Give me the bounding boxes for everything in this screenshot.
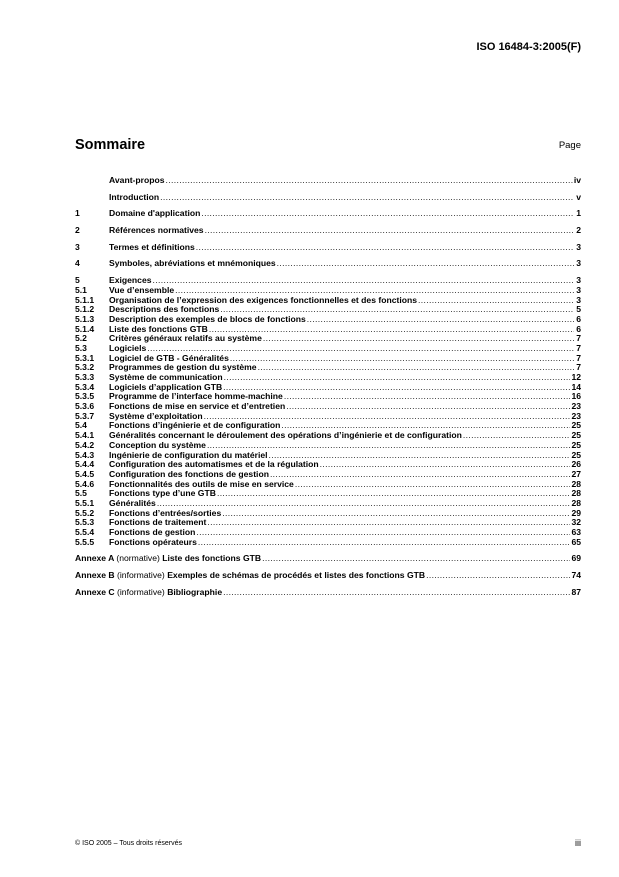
toc-entry-page: 3: [576, 241, 581, 252]
annex-title: Bibliographie: [167, 586, 223, 597]
toc-entry-number: 5.5.3: [75, 517, 95, 528]
page-title: Sommaire: [75, 137, 146, 153]
toc-leader-dots: [207, 518, 570, 528]
toc-entry-page: 6: [576, 313, 581, 324]
toc-entry-page: 12: [571, 372, 581, 382]
toc-entry-number: 5.1.1: [75, 294, 95, 305]
toc-entry-number: 5: [75, 275, 80, 286]
toc-entry-number: 4: [75, 258, 80, 269]
toc-entry-page: 28: [571, 497, 581, 508]
toc-entry-label: Organisation de l’expression des exigences fonctionnelles et des fonctions: [109, 294, 418, 305]
toc-annex-entry[interactable]: [75, 571, 581, 581]
annex-kind: (informative): [117, 570, 165, 581]
toc-entry-label: Domaine d'application: [109, 208, 201, 219]
toc-entry-label: Introduction: [109, 191, 160, 202]
toc-entry-page: iv: [573, 175, 581, 185]
toc-entry-label: Ingénierie de configuration du matériel: [109, 449, 268, 460]
toc-entry-page: 29: [571, 507, 581, 518]
toc-entry-number: 5.5.4: [75, 527, 95, 537]
toc-entry-page: 25: [571, 420, 581, 431]
toc-entry-label: Description des exemples de blocs de fonctions: [109, 313, 306, 324]
toc-entry-label: Conception du système: [109, 439, 206, 450]
toc-entry[interactable]: [75, 259, 581, 269]
toc-entry-number: 5.4.5: [75, 468, 95, 479]
toc-entry-label: Logiciels: [109, 342, 147, 353]
toc-entry-number: 5.1.4: [75, 323, 95, 334]
toc-entry-page: 87: [571, 586, 581, 597]
toc-leader-dots: [223, 588, 570, 598]
toc-entry-page: 23: [571, 401, 581, 412]
toc-leader-dots: [222, 509, 570, 519]
toc-entry-number: 5.3.3: [75, 372, 95, 382]
toc-leader-dots: [160, 193, 574, 203]
toc-entry-label: Fonctionnalités des outils de mise en service: [109, 478, 294, 489]
toc-leader-dots: [198, 538, 571, 548]
toc-entry-label: Exigences: [109, 275, 152, 286]
toc-entry-page: 2: [576, 225, 581, 236]
toc-leader-dots: [224, 373, 571, 383]
toc-entry-page: 25: [571, 449, 581, 460]
toc-entry-label: Fonctions type d’une GTB: [109, 488, 216, 499]
toc-entry-page: 3: [576, 275, 581, 286]
toc-entry[interactable]: [75, 209, 581, 219]
toc-entry-number: 5.5.1: [75, 497, 95, 508]
toc-leader-dots: [166, 176, 573, 186]
toc-leader-dots: [307, 315, 574, 325]
toc-entry-number: 5.4.6: [75, 478, 95, 489]
table-of-contents: [75, 176, 581, 597]
toc-entry-number: 5.4.1: [75, 430, 95, 441]
toc-entry-page: 3: [576, 294, 581, 305]
toc-entry-label: Fonctions d’ingénierie et de configuration: [109, 420, 281, 431]
toc-entry-label: Configuration des automatismes et de la régulation: [109, 459, 319, 470]
toc-entry-page: 7: [576, 342, 581, 353]
toc-entry[interactable]: [75, 334, 581, 344]
copyright-notice: © ISO 2005 – Tous droits réservés: [75, 840, 182, 847]
toc-entry-page: 27: [571, 468, 581, 479]
toc-entry-label: Descriptions des fonctions: [109, 304, 220, 315]
toc-entry-number: 5.3.1: [75, 352, 95, 363]
toc-leader-dots: [286, 402, 570, 412]
toc-entry-number: 5.3.6: [75, 401, 95, 412]
toc-entry-label: Références normatives: [109, 225, 204, 236]
toc-leader-dots: [463, 431, 571, 441]
toc-entry-label: Programmes de gestion du système: [109, 362, 257, 373]
annex-prefix: Annexe C: [75, 586, 115, 597]
toc-entry-number: 2: [75, 225, 80, 236]
toc-leader-dots: [217, 489, 570, 499]
page-number: iii: [575, 838, 581, 848]
toc-entry-number: 5.5.5: [75, 536, 95, 547]
toc-entry-page: 3: [576, 284, 581, 295]
toc-entry-label: Symboles, abréviations et mnémoniques: [109, 258, 276, 269]
toc-leader-dots: [196, 243, 574, 253]
toc-entry-page: 65: [571, 536, 581, 547]
toc-entry-number: 5.1: [75, 284, 87, 295]
toc-entry-number: 5.2: [75, 333, 87, 344]
toc-entry-label: Configuration des fonctions de gestion: [109, 468, 269, 479]
toc-entry-page: 28: [571, 488, 581, 499]
toc-leader-dots: [196, 528, 570, 538]
toc-entry-page: 7: [576, 333, 581, 344]
annex-prefix: Annexe A: [75, 553, 114, 564]
toc-entry-page: 1: [576, 208, 581, 219]
toc-entry-label: Logiciel de GTB - Généralités: [109, 352, 229, 363]
toc-entry-number: 5.4: [75, 420, 87, 431]
toc-entry-label: Programme de l’interface homme-machine: [109, 391, 283, 402]
toc-leader-dots: [284, 392, 571, 402]
toc-leader-dots: [205, 226, 574, 236]
toc-leader-dots: [295, 480, 571, 490]
toc-entry[interactable]: [75, 176, 581, 186]
toc-entry-page: 74: [571, 570, 581, 581]
toc-entry-number: 5.3.4: [75, 381, 95, 392]
toc-entry-page: v: [576, 191, 581, 202]
toc-annex-label: [75, 588, 222, 598]
toc-leader-dots: [262, 554, 570, 564]
annex-title: Liste des fonctions GTB: [162, 553, 262, 564]
toc-entry-page: 28: [571, 478, 581, 489]
toc-entry-number: 5.3.2: [75, 362, 95, 373]
toc-entry-page: 16: [571, 391, 581, 402]
toc-leader-dots: [153, 276, 574, 286]
toc-entry-number: 5.5.2: [75, 507, 95, 518]
toc-entry-number: 5.1.2: [75, 304, 95, 315]
annex-kind: (normative): [116, 553, 160, 564]
toc-annex-entry[interactable]: [75, 588, 581, 598]
toc-entry-label: Vue d’ensemble: [109, 284, 175, 295]
toc-entry-number: 5.3.7: [75, 410, 95, 421]
annex-prefix: Annexe B: [75, 570, 115, 581]
toc-entry-label: Liste des fonctions GTB: [109, 323, 208, 334]
toc-entry-label: Fonctions de mise en service et d’entretien: [109, 401, 286, 412]
toc-entry-number: 3: [75, 241, 80, 252]
toc-entry-page: 63: [571, 527, 581, 537]
toc-entry-label: Généralités concernant le déroulement des opérations d’ingénierie et de configuration: [109, 430, 462, 441]
toc-entry[interactable]: [75, 538, 581, 548]
toc-leader-dots: [209, 325, 574, 335]
annex-kind: (informative): [117, 586, 165, 597]
page-column-label: Page: [558, 140, 581, 151]
toc-leader-dots: [263, 334, 574, 344]
toc-entry-number: 5.4.2: [75, 439, 95, 450]
toc-entry-page: 69: [571, 553, 581, 564]
toc-entry-page: 7: [576, 352, 581, 363]
toc-entry-label: Avant-propos: [109, 175, 165, 185]
toc-entry-number: 5.3: [75, 342, 87, 353]
toc-entry-page: 14: [571, 381, 581, 392]
toc-leader-dots: [201, 209, 574, 219]
toc-entry-page: 26: [571, 459, 581, 470]
toc-entry-label: Fonctions opérateurs: [109, 536, 197, 547]
toc-annex-label: [75, 554, 261, 564]
toc-entry-number: 5.3.5: [75, 391, 95, 402]
toc-leader-dots: [230, 354, 574, 364]
toc-entry[interactable]: [75, 193, 581, 203]
toc-entry-page: 25: [571, 430, 581, 441]
toc-entry-label: Système de communication: [109, 372, 223, 382]
toc-annex-entry[interactable]: [75, 554, 581, 564]
toc-entry-label: Généralités: [109, 497, 156, 508]
toc-entry-page: 5: [576, 304, 581, 315]
annex-title: Exemples de schémas de procédés et listes des fonctions GTB: [167, 570, 426, 581]
toc-entry-number: 5.5: [75, 488, 87, 499]
toc-entry-label: Fonctions de gestion: [109, 527, 196, 537]
toc-leader-dots: [277, 259, 574, 269]
document-id: ISO 16484-3:2005(F): [476, 41, 581, 53]
toc-entry-label: Système d’exploitation: [109, 410, 203, 421]
toc-leader-dots: [258, 363, 574, 373]
toc-entry-page: 25: [571, 439, 581, 450]
toc-leader-dots: [270, 470, 571, 480]
toc-entry-page: 23: [571, 410, 581, 421]
toc-entry-number: 1: [75, 208, 80, 219]
toc-leader-dots: [418, 296, 574, 306]
toc-leader-dots: [426, 571, 570, 581]
toc-entry-number: 5.1.3: [75, 313, 95, 324]
toc-entry-label: Logiciels d’application GTB: [109, 381, 223, 392]
toc-entry-label: Fonctions d’entrées/sorties: [109, 507, 222, 518]
toc-entry-label: Critères généraux relatifs au système: [109, 333, 262, 344]
toc-entry[interactable]: [75, 243, 581, 253]
toc-entry-label: Fonctions de traitement: [109, 517, 207, 528]
toc-entry-number: 5.4.4: [75, 459, 95, 470]
toc-entry[interactable]: [75, 226, 581, 236]
toc-leader-dots: [320, 460, 571, 470]
toc-entry-page: 32: [571, 517, 581, 528]
toc-entry-page: 3: [576, 258, 581, 269]
toc-entry-label: Termes et définitions: [109, 241, 195, 252]
toc-entry-number: 5.4.3: [75, 449, 95, 460]
toc-entry-page: 6: [576, 323, 581, 334]
toc-annex-label: [75, 571, 425, 581]
toc-entry-page: 7: [576, 362, 581, 373]
